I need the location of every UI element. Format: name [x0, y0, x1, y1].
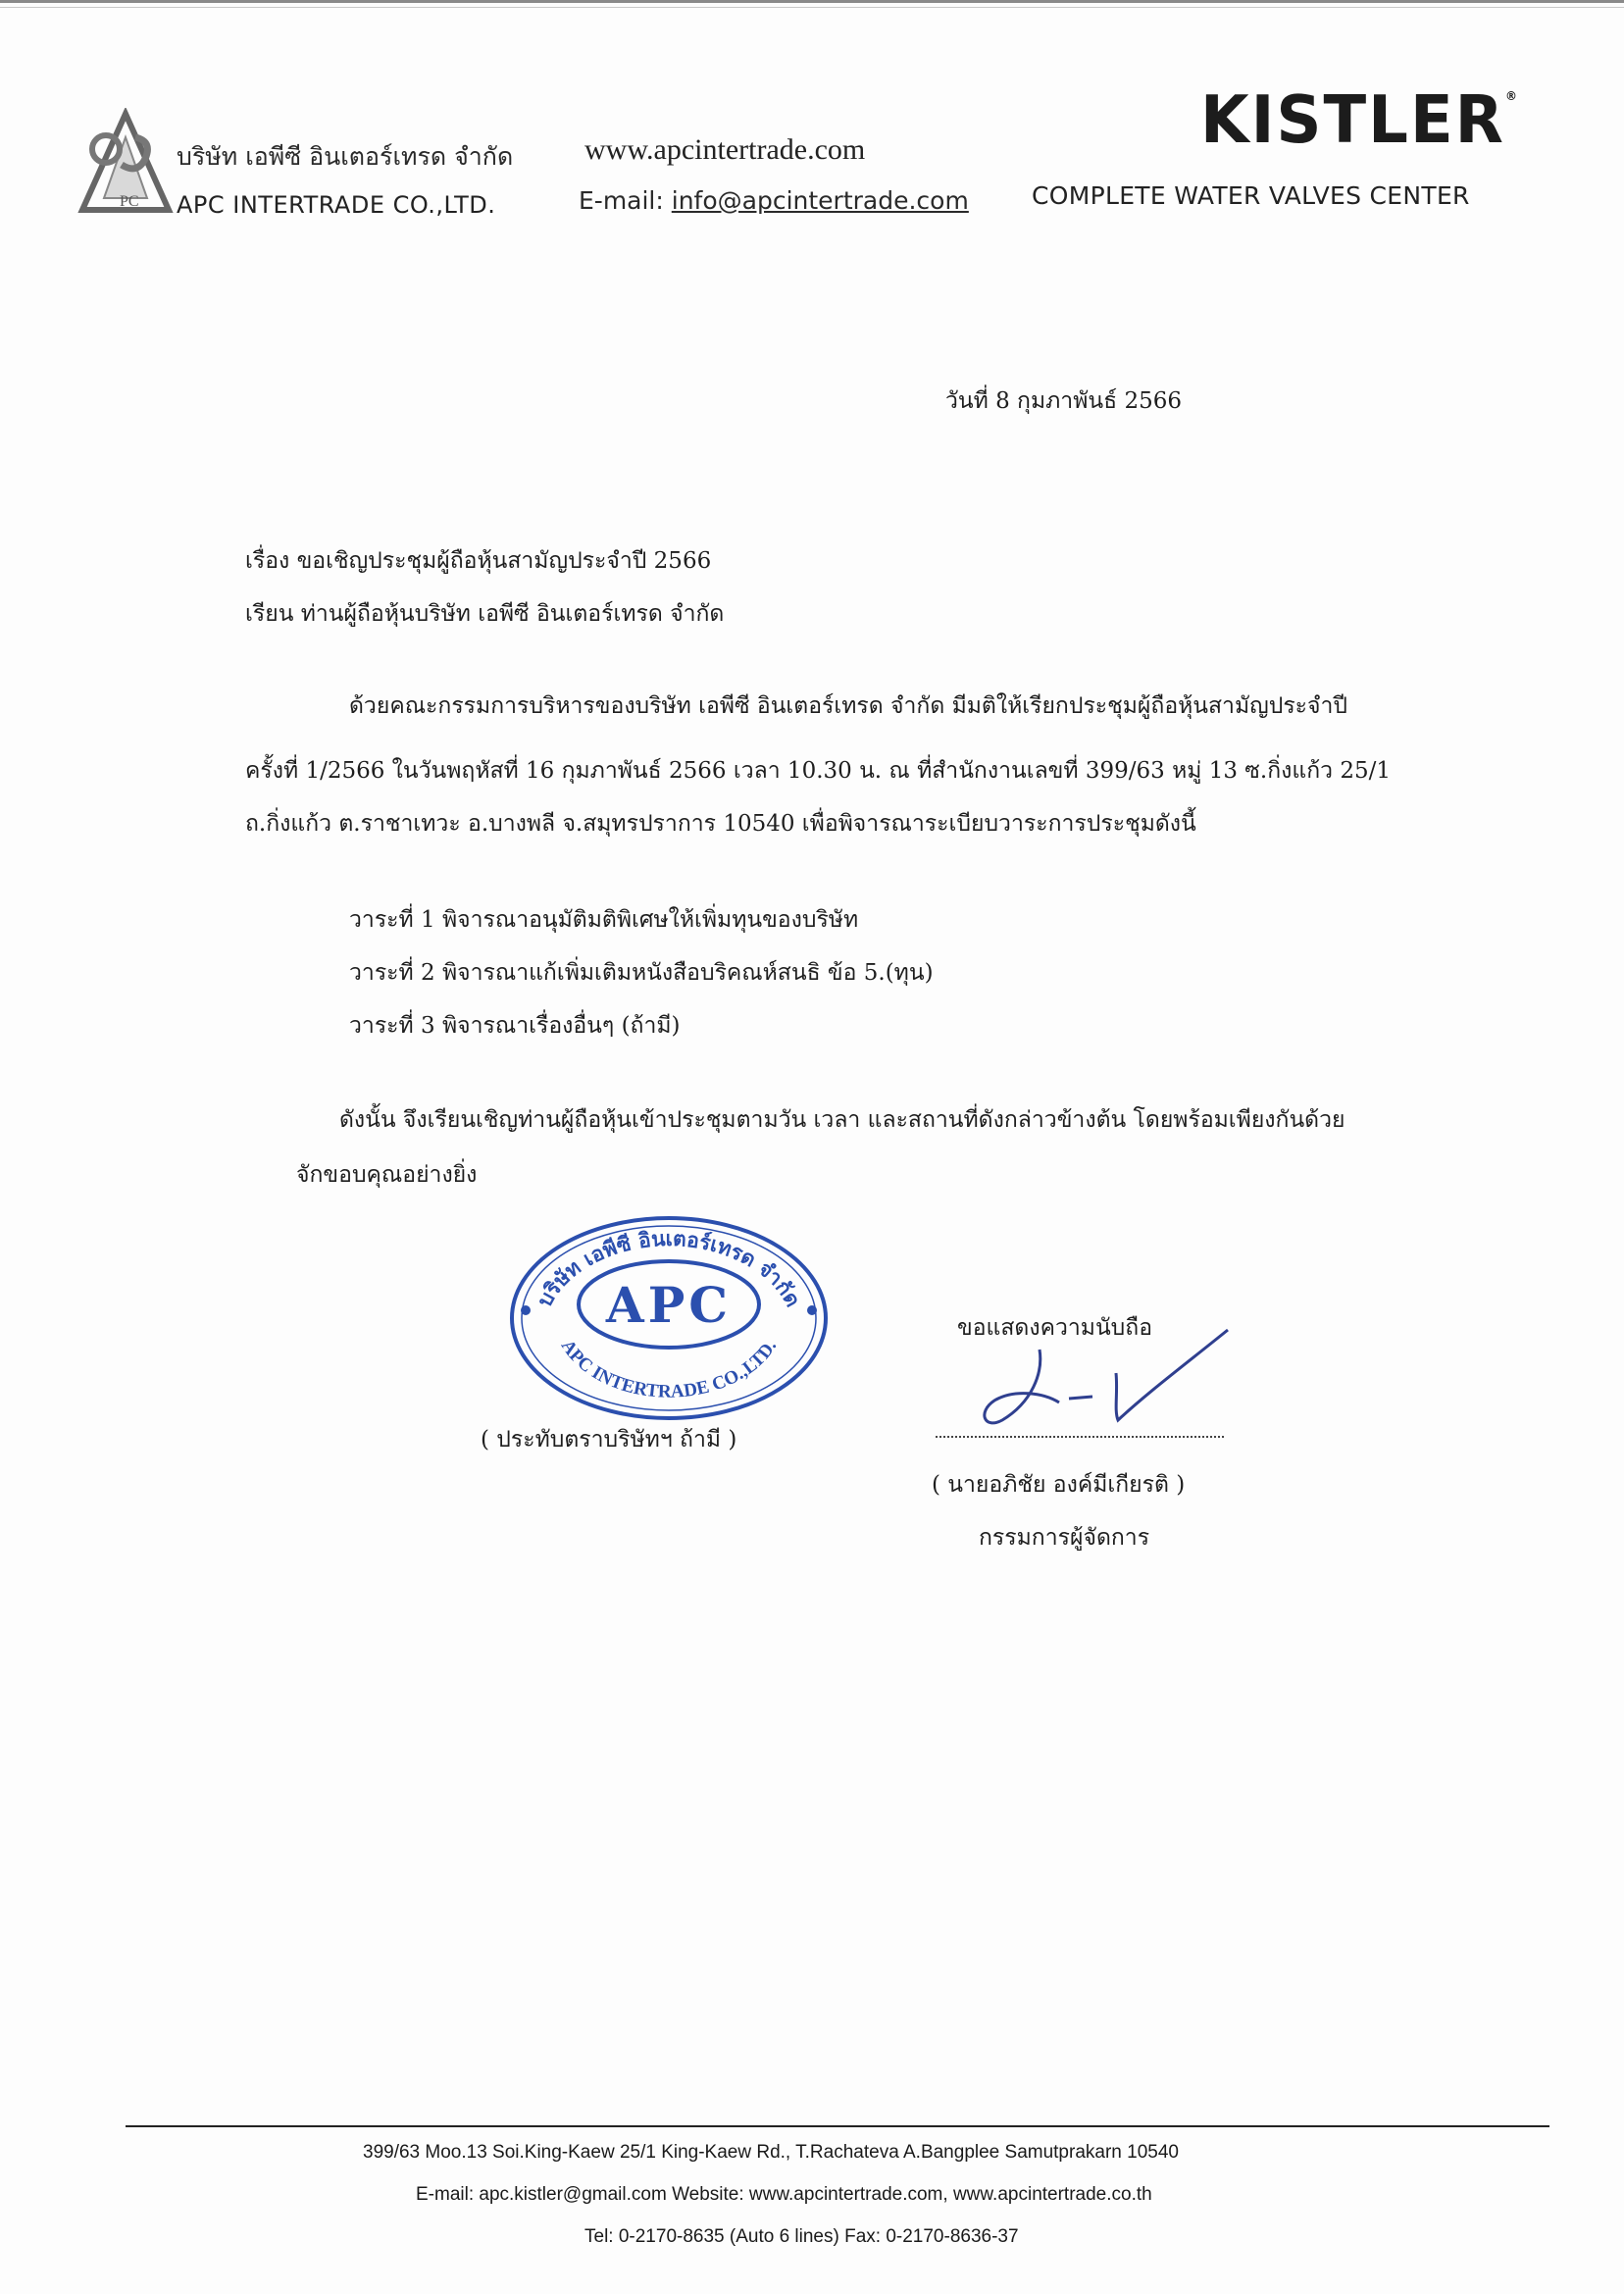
- signature-line: [936, 1436, 1224, 1438]
- agenda-item: วาระที่ 3 พิจารณาเรื่องอื่นๆ (ถ้ามี): [349, 1013, 681, 1039]
- header-email-label: E-mail:: [579, 186, 664, 215]
- brand-tagline: COMPLETE WATER VALVES CENTER: [1032, 181, 1470, 210]
- scan-edge: [0, 0, 1624, 3]
- company-seal-stamp: [504, 1208, 834, 1422]
- closing-paragraph-line: จักขอบคุณอย่างยิ่ง: [296, 1162, 478, 1188]
- letter-date: วันที่ 8 กุมภาพันธ์ 2566: [945, 388, 1182, 414]
- closing-paragraph-line: ดังนั้น จึงเรียนเชิญท่านผู้ถือหุ้นเข้าประชุมตามวัน เวลา และสถานที่ดังกล่าวข้างต้น โดยพร้อมเพียงกันด้วย: [339, 1107, 1345, 1133]
- paragraph-line: ด้วยคณะกรรมการบริหารของบริษัท เอพีซี อินเตอร์เทรด จำกัด มีมติให้เรียกประชุมผู้ถือหุ้นสามัญประจำปี: [349, 693, 1348, 719]
- agenda-item: วาระที่ 2 พิจารณาแก้เพิ่มเติมหนังสือบริคณห์สนธิ ข้อ 5.(ทุน): [349, 960, 934, 986]
- signer-name: ( นายอภิชัย องค์มีเกียรติ ): [932, 1472, 1186, 1498]
- header-email-link[interactable]: info@apcintertrade.com: [671, 186, 969, 215]
- agenda-item: วาระที่ 1 พิจารณาอนุมัติมติพิเศษให้เพิ่มทุนของบริษัท: [349, 907, 859, 933]
- stamp-top-text: บริษัท เอพีซี อินเตอร์เทรด จำกัด: [533, 1226, 805, 1311]
- handwritten-signature: [971, 1314, 1236, 1432]
- closing-salutation: ขอแสดงความนับถือ: [957, 1315, 1153, 1341]
- footer-address: 399/63 Moo.13 Soi.King-Kaew 25/1 King-Kaew Rd., T.Rachateva A.Bangplee Samutprakarn 10540: [363, 2142, 1179, 2163]
- letter-subject: เรื่อง ขอเชิญประชุมผู้ถือหุ้นสามัญประจำปี 2566: [245, 548, 712, 574]
- header-email: [579, 186, 969, 215]
- company-name-english: APC INTERTRADE CO.,LTD.: [177, 191, 496, 219]
- stamp-caption: ( ประทับตราบริษัทฯ ถ้ามี ): [481, 1427, 737, 1453]
- header-website: www.apcintertrade.com: [584, 133, 866, 166]
- company-name-thai: บริษัท เอพีซี อินเตอร์เทรด จำกัด: [177, 142, 514, 171]
- registered-mark: ®: [1504, 88, 1519, 104]
- stamp-bottom-text: APC INTERTRADE CO.,LTD.: [556, 1336, 782, 1402]
- letter-recipient: เรียน ท่านผู้ถือหุ้นบริษัท เอพีซี อินเตอร์เทรด จำกัด: [245, 601, 725, 627]
- paragraph-line: ถ.กิ่งแก้ว ต.ราชาเทวะ อ.บางพลี จ.สมุทรปราการ 10540 เพื่อพิจารณาระเบียบวาระการประชุมดังนี้: [245, 811, 1196, 837]
- footer-contact: E-mail: apc.kistler@gmail.com Website: www.apcintertrade.com, www.apcintertrade.co.th: [416, 2184, 1152, 2205]
- paragraph-line: ครั้งที่ 1/2566 ในวันพฤหัสที่ 16 กุมภาพันธ์ 2566 เวลา 10.30 น. ณ ที่สำนักงานเลขที่ 399/63 หมู่ 13 ซ.กิ่งแก้ว 25/1: [245, 758, 1392, 784]
- footer-divider: [126, 2125, 1549, 2127]
- signer-position: กรรมการผู้จัดการ: [979, 1525, 1150, 1551]
- logo-text: PC: [120, 193, 139, 210]
- footer-phone: Tel: 0-2170-8635 (Auto 6 lines) Fax: 0-2170-8636-37: [584, 2226, 1019, 2247]
- kistler-brand-logo: [1200, 82, 1519, 159]
- brand-text: KISTLER: [1200, 82, 1505, 159]
- scan-edge-faint: [0, 7, 1624, 8]
- company-logo: [76, 108, 175, 216]
- stamp-center-text: APC: [605, 1276, 733, 1334]
